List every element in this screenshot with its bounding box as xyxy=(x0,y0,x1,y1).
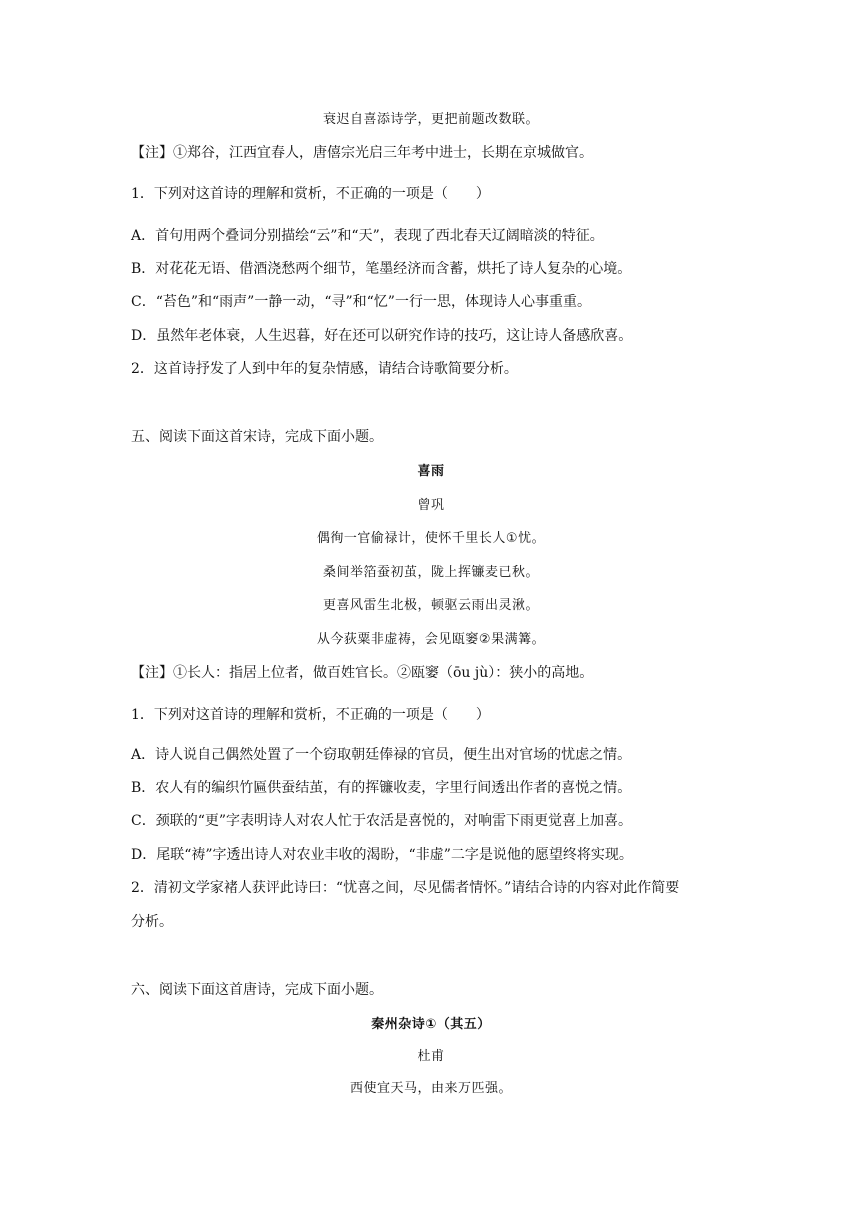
option-a: A．首句用两个叠词分别描绘“云”和“天”，表现了西北春天辽阔暗淡的特征。 xyxy=(131,228,604,244)
poem-line: 更喜风雷生北极，顿驱云雨出灵湫。 xyxy=(322,598,539,613)
poem-title: 喜雨 xyxy=(417,464,445,479)
option-d: D．尾联“祷”字透出诗人对农业丰收的渴盼，“非虚”二字是说他的愿望终将实现。 xyxy=(131,847,633,863)
question-1: 1．下列对这首诗的理解和赏析，不正确的一项是（ ） xyxy=(131,707,490,723)
poem-line: 偶徇一官偷禄计，使怀千里长人①忧。 xyxy=(316,531,546,546)
question-2: 2．这首诗抒发了人到中年的复杂情感，请结合诗歌简要分析。 xyxy=(131,361,518,377)
question-2-continued: 分析。 xyxy=(131,914,173,930)
section-heading: 五、阅读下面这首宋诗，完成下面小题。 xyxy=(131,429,383,445)
poem-line: 桑间举箔蚕初茧，陇上挥镰麦已秋。 xyxy=(322,565,539,580)
option-d: D．虽然年老体衰，人生迟暮，好在还可以研究作诗的技巧，这让诗人备感欣喜。 xyxy=(131,328,633,344)
section-heading: 六、阅读下面这首唐诗，完成下面小题。 xyxy=(131,982,383,998)
option-b: B．农人有的编织竹匾供蚕结茧，有的挥镰收麦，字里行间透出作者的喜悦之情。 xyxy=(131,780,632,796)
annotation-note: 【注】①郑谷，江西宜春人，唐僖宗光启三年考中进士，长期在京城做官。 xyxy=(131,145,593,161)
question-2: 2．清初文学家褚人获评此诗曰：“忧喜之间，尽见儒者情怀。”请结合诗的内容对此作简要 xyxy=(131,880,680,896)
option-b: B．对花花无语、借酒浇愁两个细节，笔墨经济而含蓄，烘托了诗人复杂的心境。 xyxy=(131,261,632,277)
option-c: C．颈联的“更”字表明诗人对农人忙于农活是喜悦的，对响雷下雨更觉喜上加喜。 xyxy=(131,813,633,829)
poem-author: 杜甫 xyxy=(417,1049,445,1064)
poem-author: 曾巩 xyxy=(417,498,445,513)
question-1: 1．下列对这首诗的理解和赏析，不正确的一项是（ ） xyxy=(131,186,490,202)
option-c: C．“苔色”和“雨声”一静一动，“寻”和“忆”一行一思，体现诗人心事重重。 xyxy=(131,294,591,310)
option-a: A．诗人说自己偶然处置了一个窃取朝廷俸禄的官员，便生出对官场的忧虑之情。 xyxy=(131,747,632,763)
annotation-note: 【注】①长人：指居上位者，做百姓官长。②瓯窭（ōu jù）：狭小的高地。 xyxy=(131,665,594,681)
poem-line: 西使宜天马，由来万匹强。 xyxy=(349,1081,512,1096)
poem-line: 衰迟自喜添诗学，更把前题改数联。 xyxy=(322,112,539,127)
poem-title: 秦州杂诗①（其五） xyxy=(371,1017,491,1032)
poem-line: 从今荻粟非虚祷，会见瓯窭②果满篝。 xyxy=(316,632,546,647)
